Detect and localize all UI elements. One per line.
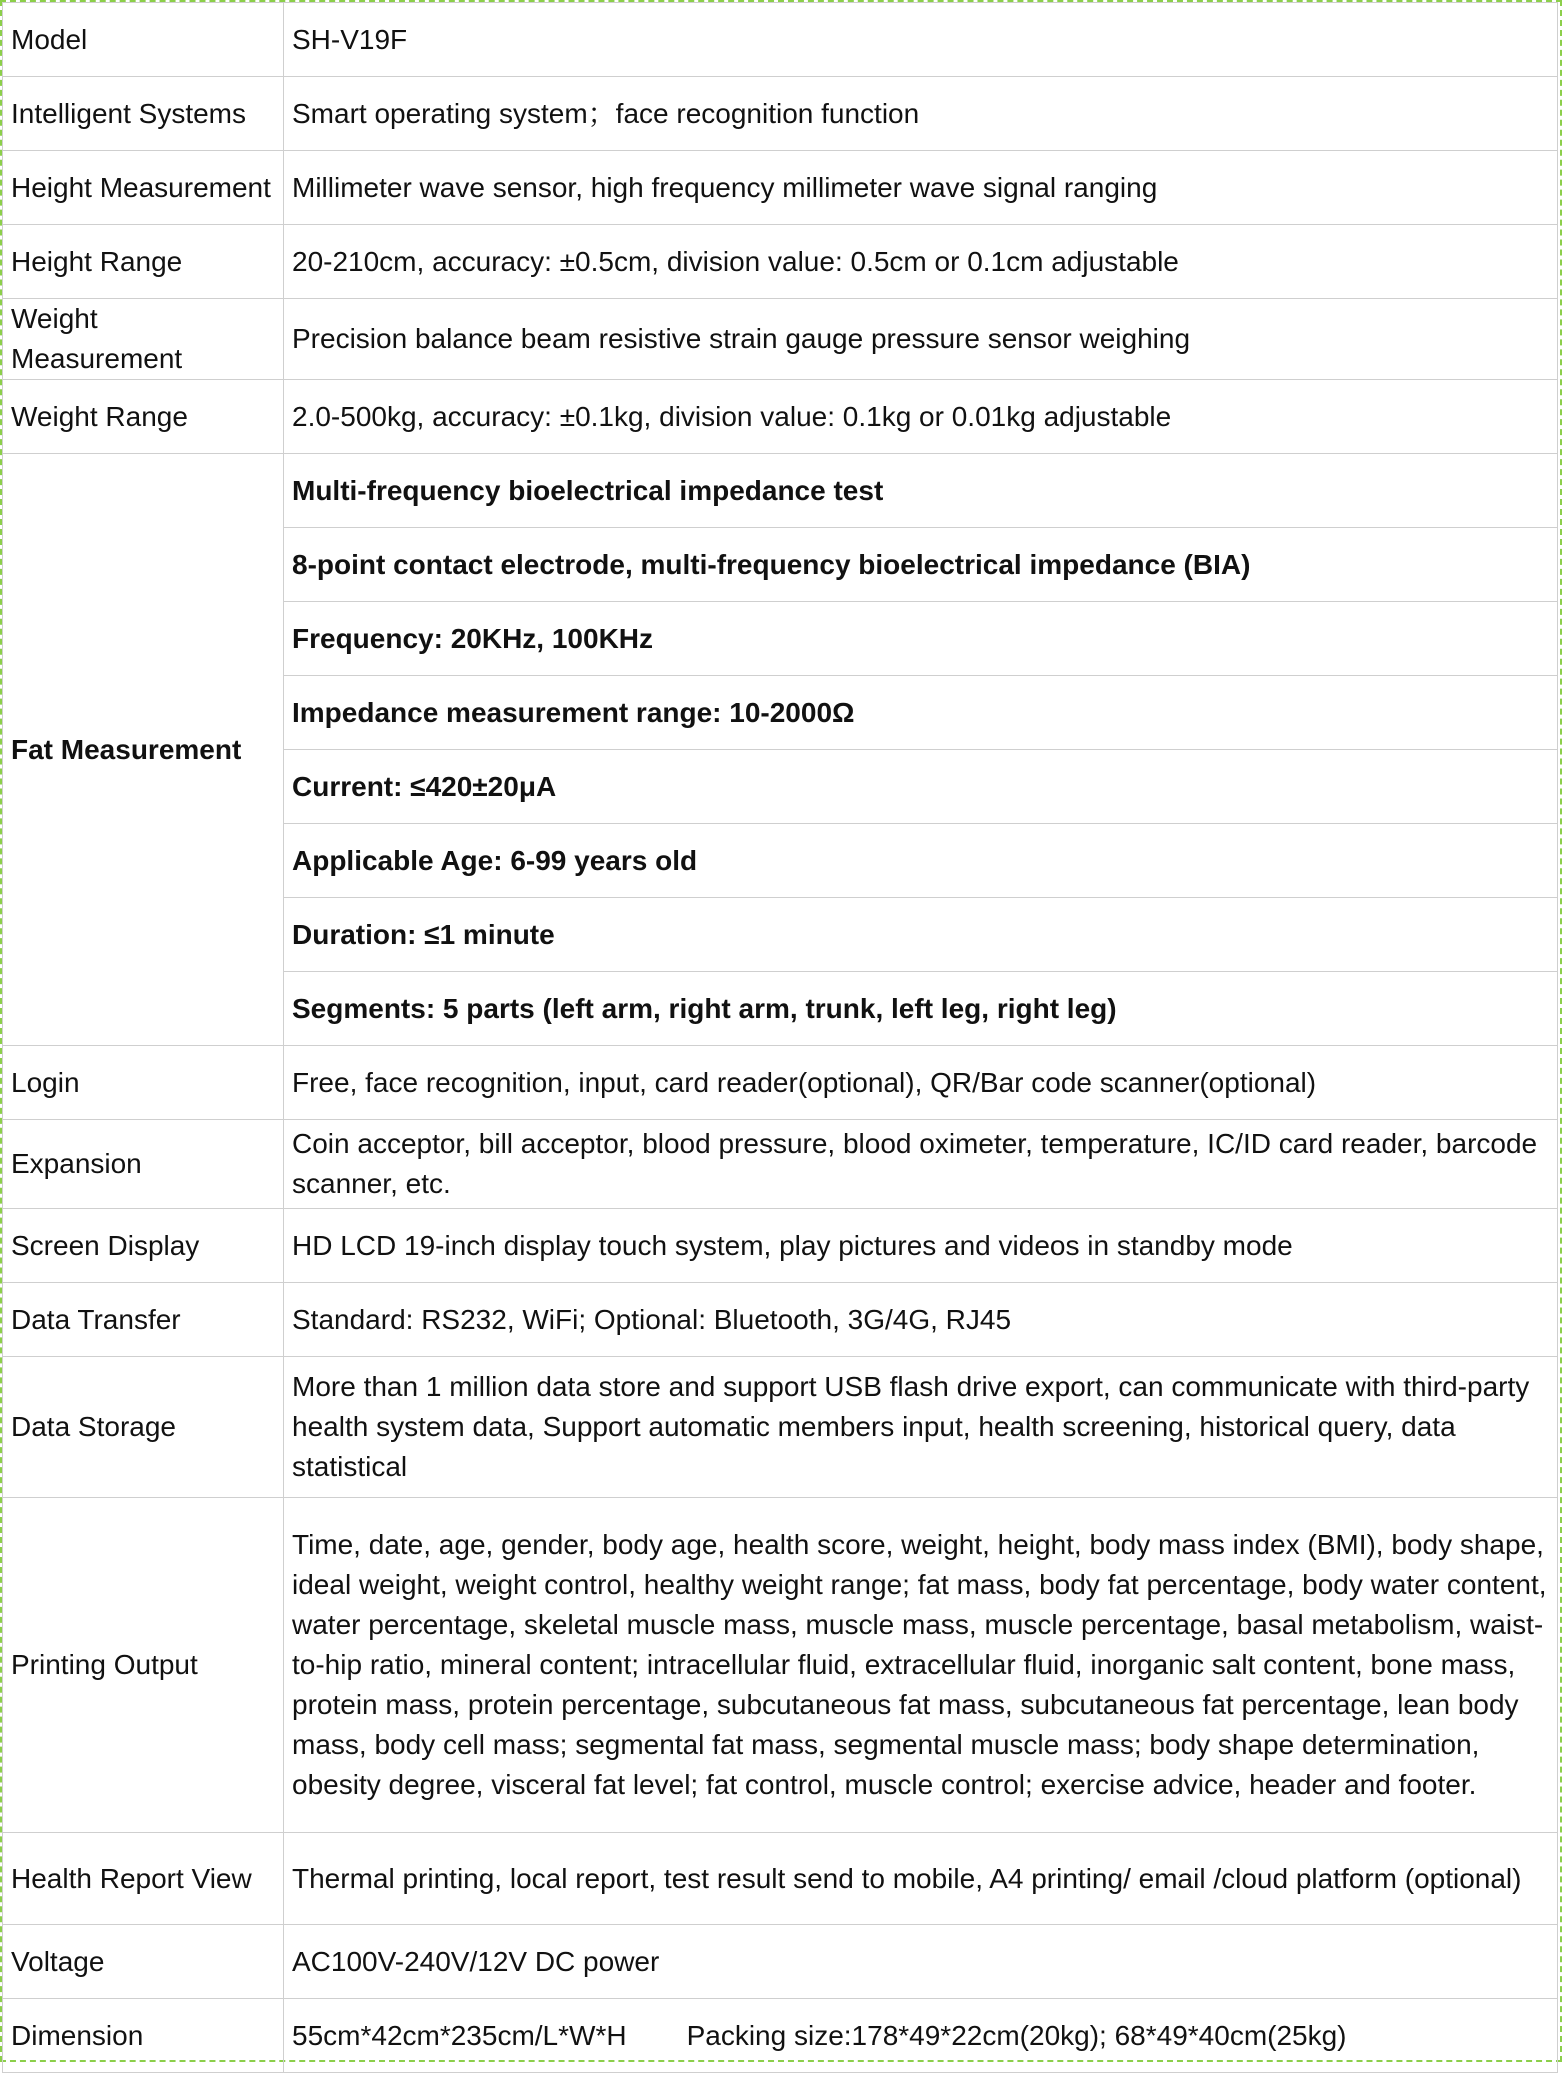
row-value: More than 1 million data store and support USB flash drive export, can communicate with third-party health system data, Support automatic members input, health screening, historical query, data statistical [284,1357,1558,1498]
row-label: Data Transfer [3,1283,284,1357]
row-label: Health Report View [3,1833,284,1925]
row-label: Login [3,1046,284,1120]
row-label: Intelligent Systems [3,77,284,151]
dimension-value: 55cm*42cm*235cm/L*W*H [292,2019,627,2051]
row-label: Model [3,3,284,77]
spec-row-printing-output [3,1498,1558,1833]
fat-item: Applicable Age: 6-99 years old [284,824,1558,898]
spec-row-dimension [3,1999,1558,2073]
spec-row-data-storage [3,1357,1558,1498]
spec-table [2,2,1558,2073]
spec-row-weight-range [3,380,1558,454]
fat-item: Segments: 5 parts (left arm, right arm, trunk, left leg, right leg) [284,972,1558,1046]
spec-row-voltage [3,1925,1558,1999]
row-value: Standard: RS232, WiFi; Optional: Bluetooth, 3G/4G, RJ45 [284,1283,1558,1357]
row-value: Millimeter wave sensor, high frequency millimeter wave signal ranging [284,151,1558,225]
row-value: Precision balance beam resistive strain gauge pressure sensor weighing [284,299,1558,380]
row-value: Smart operating system；face recognition function [284,77,1558,151]
row-value: Free, face recognition, input, card reader(optional), QR/Bar code scanner(optional) [284,1046,1558,1120]
row-label: Height Range [3,225,284,299]
spec-row-intelligent-systems [3,77,1558,151]
row-value: SH-V19F [284,3,1558,77]
spec-row-expansion [3,1120,1558,1209]
spec-row-weight-measurement [3,299,1558,380]
row-label: Dimension [3,1999,284,2073]
fat-item: Multi-frequency bioelectrical impedance test [284,454,1558,528]
spec-row-height-range [3,225,1558,299]
row-label: Screen Display [3,1209,284,1283]
spec-row-health-report-view [3,1833,1558,1925]
spec-row-login [3,1046,1558,1120]
row-value: 2.0-500kg, accuracy: ±0.1kg, division value: 0.1kg or 0.01kg adjustable [284,380,1558,454]
spec-row-fat-measurement [3,454,1558,528]
row-value: AC100V-240V/12V DC power [284,1925,1558,1999]
fat-item: Impedance measurement range: 10-2000Ω [284,676,1558,750]
spec-row-data-transfer [3,1283,1558,1357]
spec-row-height-measurement [3,151,1558,225]
row-label: Voltage [3,1925,284,1999]
row-label: Weight Measurement [3,299,284,380]
row-label: Fat Measurement [3,454,284,1046]
row-label: Printing Output [3,1498,284,1833]
fat-item: Current: ≤420±20μA [284,750,1558,824]
row-label: Weight Range [3,380,284,454]
fat-item: Duration: ≤1 minute [284,898,1558,972]
spec-row-model [3,3,1558,77]
spec-row-screen-display [3,1209,1558,1283]
packing-size: Packing size:178*49*22cm(20kg); 68*49*40cm(25kg) [686,2019,1347,2051]
row-label: Height Measurement [3,151,284,225]
fat-item: 8-point contact electrode, multi-frequency bioelectrical impedance (BIA) [284,528,1558,602]
fat-item: Frequency: 20KHz, 100KHz [284,602,1558,676]
row-value: Coin acceptor, bill acceptor, blood pressure, blood oximeter, temperature, IC/ID card reader, barcode scanner, etc. [284,1120,1558,1209]
row-label: Data Storage [3,1357,284,1498]
row-value: Thermal printing, local report, test result send to mobile, A4 printing/ email /cloud platform (optional) [284,1833,1558,1925]
row-label: Expansion [3,1120,284,1209]
row-value: 20-210cm, accuracy: ±0.5cm, division value: 0.5cm or 0.1cm adjustable [284,225,1558,299]
row-value: HD LCD 19-inch display touch system, play pictures and videos in standby mode [284,1209,1558,1283]
row-value: Time, date, age, gender, body age, health score, weight, height, body mass index (BMI), body shape, ideal weight, weight control, healthy weight range; fat mass, body fat percentage, body water content, water percentage, skeletal muscle mass, muscle mass, muscle percentage, basal metabolism, waist-to-hip ratio, mineral content; intracellular fluid, extracellular fluid, inorganic salt content, bone mass, protein mass, protein percentage, subcutaneous fat mass, subcutaneous fat percentage, lean body mass, body cell mass; segmental fat mass, segmental muscle mass; body shape determination, obesity degree, visceral fat level; fat control, muscle control; exercise advice, header and footer. [284,1498,1558,1833]
row-value [284,1999,1558,2073]
